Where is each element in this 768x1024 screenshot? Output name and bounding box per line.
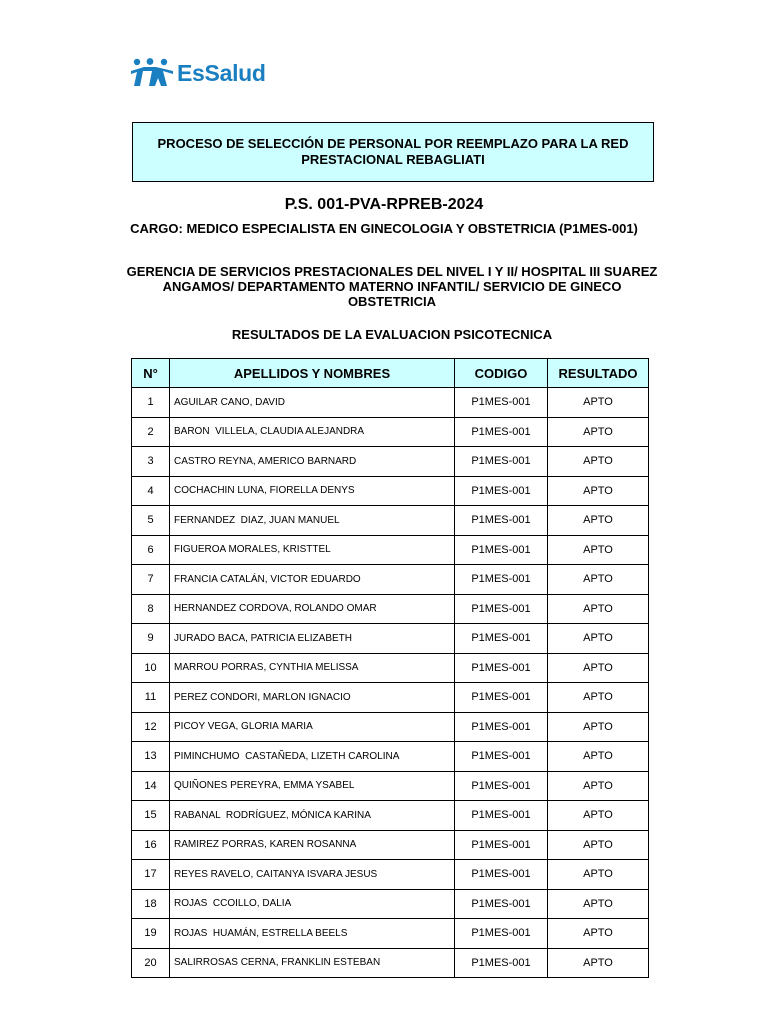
header-names: APELLIDOS Y NOMBRES bbox=[170, 359, 455, 388]
table-row bbox=[132, 447, 649, 477]
row-result: APTO bbox=[548, 447, 649, 477]
row-name: PICOY VEGA, GLORIA MARIA bbox=[170, 712, 455, 742]
row-name: HERNANDEZ CORDOVA, ROLANDO OMAR bbox=[170, 594, 455, 624]
row-name: ROJAS CCOILLO, DALIA bbox=[170, 889, 455, 919]
row-number: 19 bbox=[132, 919, 170, 949]
table-row bbox=[132, 624, 649, 654]
row-code: P1MES-001 bbox=[455, 771, 548, 801]
row-number: 9 bbox=[132, 624, 170, 654]
row-number: 2 bbox=[132, 417, 170, 447]
row-code: P1MES-001 bbox=[455, 860, 548, 890]
row-result: APTO bbox=[548, 476, 649, 506]
row-number: 10 bbox=[132, 653, 170, 683]
table-row bbox=[132, 919, 649, 949]
row-result: APTO bbox=[548, 594, 649, 624]
table-row bbox=[132, 476, 649, 506]
table-row bbox=[132, 565, 649, 595]
process-title: PROCESO DE SELECCIÓN DE PERSONAL POR REEMPLAZO PARA LA RED PRESTACIONAL REBAGLIATI bbox=[157, 136, 629, 167]
table-row bbox=[132, 771, 649, 801]
row-result: APTO bbox=[548, 948, 649, 978]
row-result: APTO bbox=[548, 712, 649, 742]
row-result: APTO bbox=[548, 506, 649, 536]
row-number: 1 bbox=[132, 388, 170, 418]
row-number: 8 bbox=[132, 594, 170, 624]
table-row bbox=[132, 801, 649, 831]
row-result: APTO bbox=[548, 653, 649, 683]
table-row bbox=[132, 388, 649, 418]
table-row bbox=[132, 712, 649, 742]
logo-text: EsSalud bbox=[177, 59, 266, 86]
row-code: P1MES-001 bbox=[455, 535, 548, 565]
row-name: RAMIREZ PORRAS, KAREN ROSANNA bbox=[170, 830, 455, 860]
process-title-box bbox=[132, 122, 654, 182]
table-row bbox=[132, 948, 649, 978]
row-result: APTO bbox=[548, 742, 649, 772]
row-name: QUIÑONES PEREYRA, EMMA YSABEL bbox=[170, 771, 455, 801]
table-header-row bbox=[132, 359, 649, 388]
results-title: RESULTADOS DE LA EVALUACION PSICOTECNICA bbox=[231, 327, 553, 342]
row-code: P1MES-001 bbox=[455, 742, 548, 772]
row-name: PIMINCHUMO CASTAÑEDA, LIZETH CAROLINA bbox=[170, 742, 455, 772]
row-number: 18 bbox=[132, 889, 170, 919]
gerencia-title: GERENCIA DE SERVICIOS PRESTACIONALES DEL NIVEL I Y II/ HOSPITAL III SUAREZ ANGAMOS/ DEPARTAMENTO MATERNO INFANTIL/ SERVICIO DE GINECO OBSTETRICIA bbox=[126, 264, 658, 309]
row-code: P1MES-001 bbox=[455, 948, 548, 978]
row-name: ROJAS HUAMÁN, ESTRELLA BEELS bbox=[170, 919, 455, 949]
row-result: APTO bbox=[548, 771, 649, 801]
row-name: REYES RAVELO, CAITANYA ISVARA JESUS bbox=[170, 860, 455, 890]
table-row bbox=[132, 742, 649, 772]
row-result: APTO bbox=[548, 565, 649, 595]
row-result: APTO bbox=[548, 535, 649, 565]
ps-code: P.S. 001-PVA-RPREB-2024 bbox=[284, 196, 484, 213]
row-code: P1MES-001 bbox=[455, 506, 548, 536]
cargo-title: CARGO: MEDICO ESPECIALISTA EN GINECOLOGIA Y OBSTETRICIA (P1MES-001) bbox=[130, 221, 638, 236]
row-number: 14 bbox=[132, 771, 170, 801]
row-name: PEREZ CONDORI, MARLON IGNACIO bbox=[170, 683, 455, 713]
row-result: APTO bbox=[548, 683, 649, 713]
table-row bbox=[132, 506, 649, 536]
table-row bbox=[132, 830, 649, 860]
row-code: P1MES-001 bbox=[455, 653, 548, 683]
essalud-logo bbox=[131, 56, 266, 90]
row-name: SALIRROSAS CERNA, FRANKLIN ESTEBAN bbox=[170, 948, 455, 978]
row-result: APTO bbox=[548, 624, 649, 654]
row-name: FIGUEROA MORALES, KRISTTEL bbox=[170, 535, 455, 565]
row-result: APTO bbox=[548, 860, 649, 890]
row-number: 17 bbox=[132, 860, 170, 890]
family-icon bbox=[131, 58, 173, 88]
row-code: P1MES-001 bbox=[455, 801, 548, 831]
row-number: 7 bbox=[132, 565, 170, 595]
row-result: APTO bbox=[548, 388, 649, 418]
header-number: N° bbox=[132, 359, 170, 388]
table-row bbox=[132, 535, 649, 565]
row-code: P1MES-001 bbox=[455, 683, 548, 713]
row-name: BARON VILLELA, CLAUDIA ALEJANDRA bbox=[170, 417, 455, 447]
row-name: AGUILAR CANO, DAVID bbox=[170, 388, 455, 418]
row-code: P1MES-001 bbox=[455, 417, 548, 447]
row-name: RABANAL RODRÍGUEZ, MÓNICA KARINA bbox=[170, 801, 455, 831]
row-number: 6 bbox=[132, 535, 170, 565]
row-name: FERNANDEZ DIAZ, JUAN MANUEL bbox=[170, 506, 455, 536]
table-row bbox=[132, 417, 649, 447]
row-name: JURADO BACA, PATRICIA ELIZABETH bbox=[170, 624, 455, 654]
row-code: P1MES-001 bbox=[455, 830, 548, 860]
row-code: P1MES-001 bbox=[455, 565, 548, 595]
row-number: 13 bbox=[132, 742, 170, 772]
row-number: 15 bbox=[132, 801, 170, 831]
row-code: P1MES-001 bbox=[455, 388, 548, 418]
row-number: 16 bbox=[132, 830, 170, 860]
row-number: 4 bbox=[132, 476, 170, 506]
row-result: APTO bbox=[548, 919, 649, 949]
row-name: COCHACHIN LUNA, FIORELLA DENYS bbox=[170, 476, 455, 506]
row-result: APTO bbox=[548, 417, 649, 447]
row-code: P1MES-001 bbox=[455, 476, 548, 506]
row-name: MARROU PORRAS, CYNTHIA MELISSA bbox=[170, 653, 455, 683]
table-row bbox=[132, 653, 649, 683]
row-code: P1MES-001 bbox=[455, 889, 548, 919]
table-row bbox=[132, 683, 649, 713]
row-code: P1MES-001 bbox=[455, 624, 548, 654]
row-code: P1MES-001 bbox=[455, 919, 548, 949]
header-code: CODIGO bbox=[455, 359, 548, 388]
row-number: 3 bbox=[132, 447, 170, 477]
row-result: APTO bbox=[548, 889, 649, 919]
row-result: APTO bbox=[548, 801, 649, 831]
results-table bbox=[131, 358, 649, 978]
row-code: P1MES-001 bbox=[455, 712, 548, 742]
row-code: P1MES-001 bbox=[455, 594, 548, 624]
row-result: APTO bbox=[548, 830, 649, 860]
table-row bbox=[132, 860, 649, 890]
row-name: FRANCIA CATALÁN, VICTOR EDUARDO bbox=[170, 565, 455, 595]
row-number: 12 bbox=[132, 712, 170, 742]
row-number: 20 bbox=[132, 948, 170, 978]
header-result: RESULTADO bbox=[548, 359, 649, 388]
row-name: CASTRO REYNA, AMERICO BARNARD bbox=[170, 447, 455, 477]
table-row bbox=[132, 594, 649, 624]
row-number: 5 bbox=[132, 506, 170, 536]
table-row bbox=[132, 889, 649, 919]
row-code: P1MES-001 bbox=[455, 447, 548, 477]
row-number: 11 bbox=[132, 683, 170, 713]
